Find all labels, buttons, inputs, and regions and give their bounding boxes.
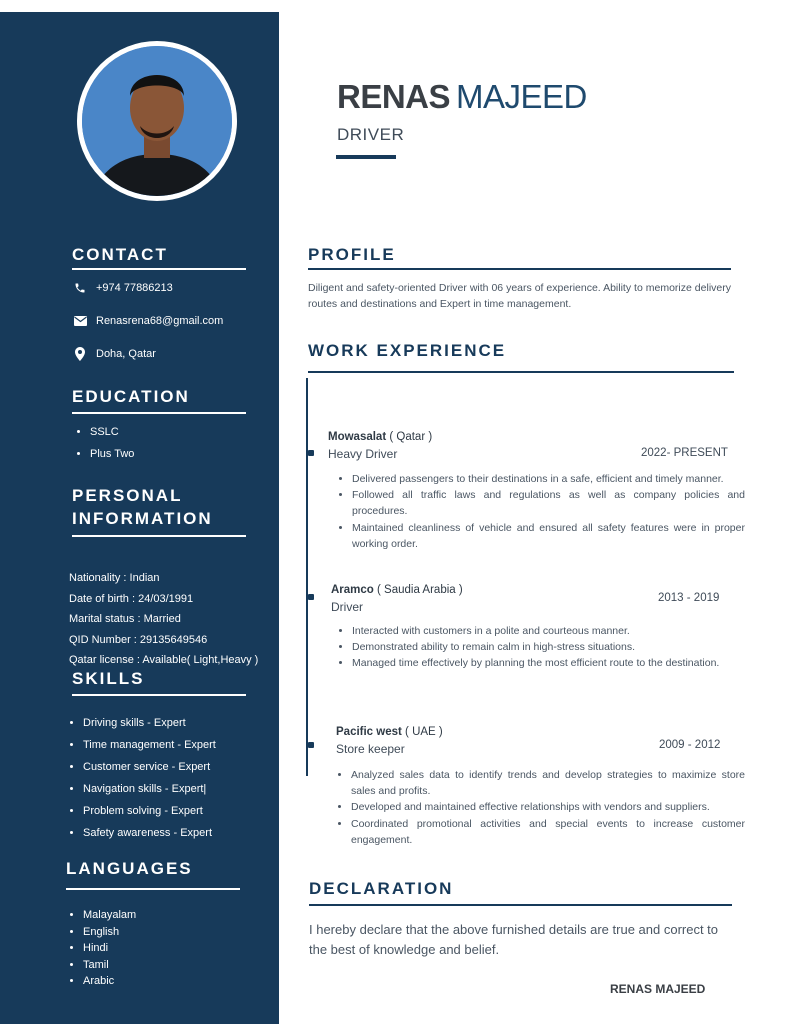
contact-location xyxy=(72,347,156,361)
title-underline xyxy=(336,155,396,159)
company-location: ( UAE ) xyxy=(401,726,443,738)
email-address: Renasrena68@gmail.com xyxy=(96,315,224,327)
profile-divider xyxy=(308,268,731,270)
contact-divider xyxy=(72,268,246,270)
company-name: Aramco xyxy=(331,584,374,596)
job-bullet: • Managed time effectively by planning the most efficient route to the destination. xyxy=(352,655,745,671)
company-name: Mowasalat xyxy=(328,431,387,443)
work-experience-heading: WORK EXPERIENCE xyxy=(308,341,507,360)
candidate-name xyxy=(337,78,587,116)
job-bullet: • Followed all traffic laws and regulations as well as company policies and procedures. xyxy=(352,487,745,519)
envelope-icon xyxy=(72,316,88,326)
languages-heading: LANGUAGES xyxy=(66,859,193,878)
skills-divider xyxy=(72,694,246,696)
profile-summary: Diligent and safety-oriented Driver with 06 years of experience. Ability to memorize delivery routes and destinations and Expert in time management. xyxy=(308,282,731,310)
timeline-dot xyxy=(308,450,314,456)
personal-info xyxy=(69,568,258,671)
timeline-dot xyxy=(308,742,314,748)
skill-item: • Navigation skills - Expert| xyxy=(83,778,216,800)
skills-list xyxy=(67,712,216,844)
profile-photo xyxy=(77,41,237,201)
job-bullet: • Delivered passengers to their destinations in a safe, efficient and timely manner. xyxy=(352,471,745,487)
job-dates: 2022- PRESENT xyxy=(641,447,728,459)
language-item: • English xyxy=(83,924,136,941)
education-divider xyxy=(72,412,246,414)
education-item: • SSLC xyxy=(90,421,134,443)
job-bullet: • Interacted with customers in a polite and courteous manner. xyxy=(352,623,745,639)
work-divider xyxy=(308,371,734,373)
job-dates: 2013 - 2019 xyxy=(658,592,720,604)
skill-item: • Problem solving - Expert xyxy=(83,800,216,822)
job-title: DRIVER xyxy=(337,125,405,144)
job-role: Heavy Driver xyxy=(328,447,398,461)
personal-info-heading xyxy=(72,484,213,530)
education-heading: EDUCATION xyxy=(72,387,190,406)
company-location: ( Qatar ) xyxy=(386,431,433,443)
job-bullet: • Developed and maintained effective relationships with vendors and suppliers. xyxy=(351,799,745,815)
sidebar xyxy=(0,12,279,1024)
skill-item: • Customer service - Expert xyxy=(83,756,216,778)
job-bullets xyxy=(338,471,745,552)
language-item: • Tamil xyxy=(83,957,136,974)
skill-item: • Driving skills - Expert xyxy=(83,712,216,734)
date-of-birth: Date of birth : 24/03/1991 xyxy=(69,592,194,605)
languages-divider xyxy=(66,888,240,890)
job-company xyxy=(328,431,432,443)
job-company xyxy=(331,584,463,596)
company-name: Pacific west xyxy=(336,726,402,738)
job-company xyxy=(336,726,443,738)
language-item: • Malayalam xyxy=(83,907,136,924)
personal-heading-line1: PERSONAL xyxy=(72,486,183,505)
language-item: • Hindi xyxy=(83,940,136,957)
personal-heading-line2: INFORMATION xyxy=(72,509,213,528)
skills-heading: SKILLS xyxy=(72,669,145,688)
last-name: MAJEED xyxy=(456,78,587,115)
timeline-dot xyxy=(308,594,314,600)
qid-number: QID Number : 29135649546 xyxy=(69,633,208,646)
contact-email xyxy=(72,315,223,327)
job-role: Driver xyxy=(331,600,363,614)
job-bullet: • Analyzed sales data to identify trends and develop strategies to maximize store sales and profits. xyxy=(351,767,745,799)
languages-list xyxy=(67,907,136,990)
company-location: ( Saudia Arabia ) xyxy=(373,584,463,596)
education-list xyxy=(74,421,134,465)
profile-heading: PROFILE xyxy=(308,245,396,264)
job-bullets xyxy=(338,623,745,672)
contact-heading: CONTACT xyxy=(72,245,168,264)
skill-item: • Time management - Expert xyxy=(83,734,216,756)
signature-name: RENAS MAJEED xyxy=(610,982,706,996)
marital-status: Marital status : Married xyxy=(69,613,181,625)
map-pin-icon xyxy=(72,347,88,361)
language-item: • Arabic xyxy=(83,973,136,990)
declaration-heading: DECLARATION xyxy=(309,879,454,898)
job-role: Store keeper xyxy=(336,742,405,756)
phone-icon xyxy=(72,282,88,294)
job-bullet: • Coordinated promotional activities and special events to increase customer engagement. xyxy=(351,816,745,848)
declaration-text: I hereby declare that the above furnished details are true and correct to the best of knowledge and belief. xyxy=(309,922,719,957)
job-bullet: • Demonstrated ability to remain calm in high-stress situations. xyxy=(352,639,745,655)
timeline-line xyxy=(306,378,308,776)
job-dates: 2009 - 2012 xyxy=(659,739,721,751)
education-item: • Plus Two xyxy=(90,443,134,465)
personal-divider xyxy=(72,535,246,537)
first-name: RENAS xyxy=(337,78,451,115)
location-text: Doha, Qatar xyxy=(96,348,156,360)
declaration-divider xyxy=(309,904,732,906)
job-bullets xyxy=(337,767,745,848)
job-bullet: • Maintained cleanliness of vehicle and ensured all safety features were in proper working order. xyxy=(352,520,745,552)
contact-phone xyxy=(72,282,173,294)
phone-number: +974 77886213 xyxy=(96,282,173,294)
nationality: Nationality : Indian xyxy=(69,572,160,584)
skill-item: • Safety awareness - Expert xyxy=(83,822,216,844)
qatar-license: Qatar license : Available( Light,Heavy ) xyxy=(69,654,259,666)
